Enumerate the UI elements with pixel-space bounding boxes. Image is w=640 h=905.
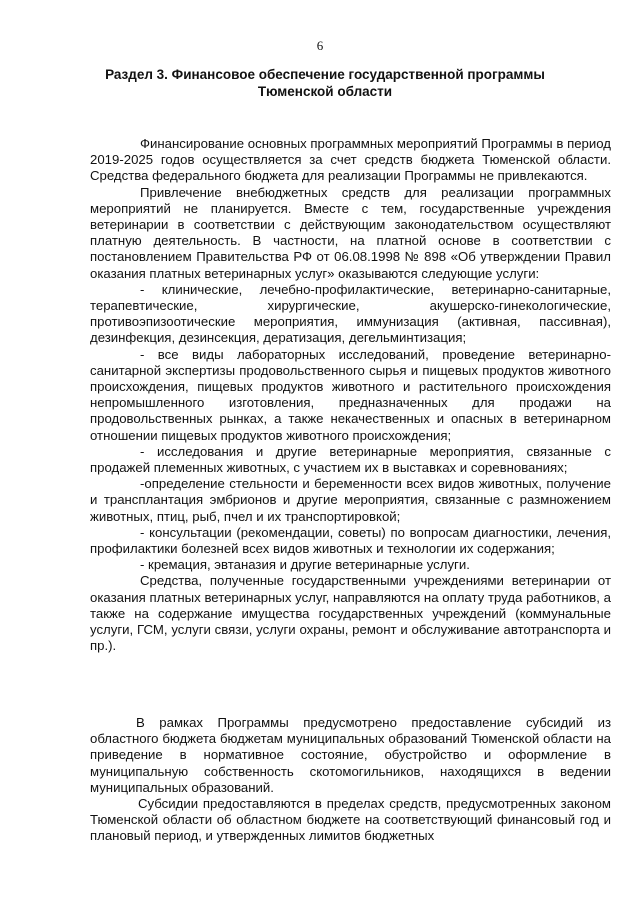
section-heading [90,66,560,100]
paragraph-financing-sources: Финансирование основных программных мероприятий Программы в период 2019-2025 годов осуществляется за счет средств бюджета Тюменской области. Средства федерального бюджета для реализации Программы не привлекаются. [90,136,611,184]
paragraph-use-of-funds: Средства, полученные государственными учреждениями ветеринарии от оказания платных ветеринарных услуг, направляются на оплату труда работников, а также на содержание имущества государственных учреждений (коммунальные услуги, ГСМ, услуги связи, услуги охраны, ремонт и обслуживание автотранспорта и пр.). [90,573,611,654]
list-item-laboratory-research: - все виды лабораторных исследований, проведение ветеринарно-санитарной экспертизы продовольственного сырья и пищевых продуктов животного происхождения, пищевых продуктов животного и растительного происхождения непромышленного изготовления, предназначенных для продажи на продовольственных рынках, а также некачественных и опасных в ветеринарном отношении пищевых продуктов животного происхождения; [90,346,611,443]
list-item-clinical-services: - клинические, лечебно-профилактические, ветеринарно-санитарные, терапевтические, хирургические, акушерско-гинекологические, противоэпизоотические мероприятия, иммунизация (активная, пассивная), дезинфекция, дезинсекция, дератизация, дегельминтизация; [90,281,611,346]
list-item-pregnancy-detection: -определение стельности и беременности всех видов животных, получение и трансплантация эмбрионов и другие мероприятия, связанные с размножением животных, птиц, рыб, пчел и их транспортировкой; [90,476,611,524]
list-item-consultations: - консультации (рекомендации, советы) по вопросам диагностики, лечения, профилактики болезней всех видов животных и технологии их содержания; [90,524,611,557]
paragraph-subsidies-limits: Субсидии предоставляются в пределах средств, предусмотренных законом Тюменской области об областном бюджете на соответствующий финансовый год и плановый период, и утвержденных лимитов бюджетных [90,796,611,844]
subsidies-text-block [90,715,611,845]
page-number: 6 [316,38,324,53]
list-item-breeding-animals: - исследования и другие ветеринарные мероприятия, связанные с продажей племенных животных, с участием их в выставках и соревнованиях; [90,443,611,476]
section-title-line-1: Раздел 3. Финансовое обеспечение государственной программы [105,67,545,82]
section-title-line-2: Тюменской области [257,84,393,99]
financing-text-block [90,136,611,655]
paragraph-extrabudgetary-funds: Привлечение внебюджетных средств для реализации программных мероприятий не планируется. Вместе с тем, государственные учреждения ветеринарии в соответствии с действующим законодательством осуществляют платную деятельность. В частности, на платной основе в соответствии с постановлением Правительства РФ от 06.08.1998 № 898 «Об утверждении Правил оказания платных ветеринарных услуг» оказываются следующие услуги: [90,184,611,281]
paragraph-subsidies-provision: В рамках Программы предусмотрено предоставление субсидий из областного бюджета бюджетам муниципальных образований Тюменской области на приведение в нормативное состояние, обустройство и оформление в муниципальную собственность скотомогильников, находящихся в ведении муниципальных образований. [90,715,611,795]
list-item-cremation: - кремация, эвтаназия и другие ветеринарные услуги. [140,557,470,573]
